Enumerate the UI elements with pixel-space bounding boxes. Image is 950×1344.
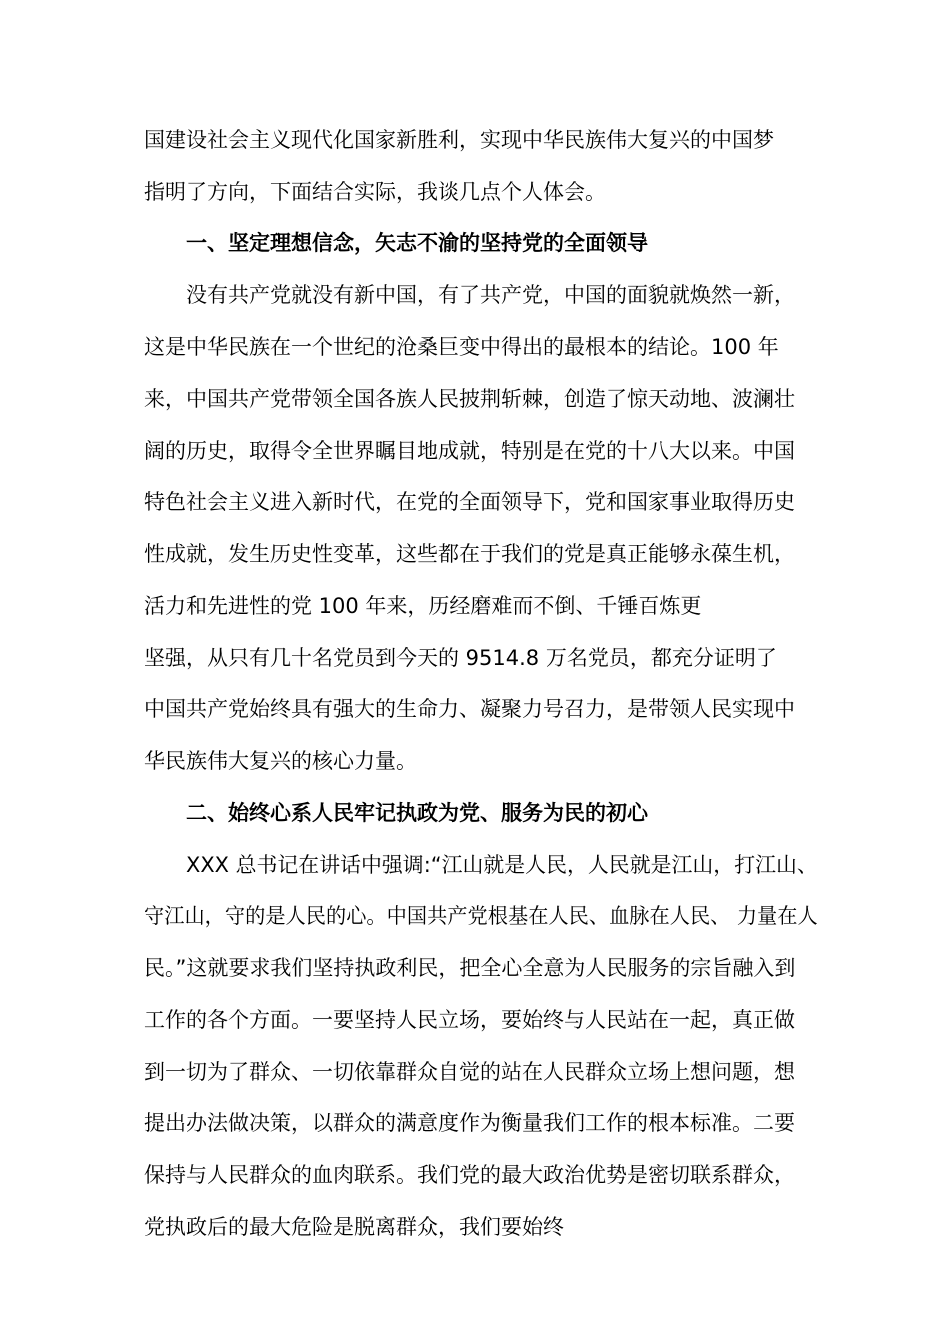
section-heading-2: 二、始终心系人民牢记执政为党、服务为民的初心 [186,801,648,825]
text-line: 守江山，守的是人民的心。中国共产党根基在人民、血脉在人民、 力量在人 [144,904,818,928]
text-line: 党执政后的最大危险是脱离群众，我们要始终 [144,1215,564,1239]
text-line: 这是中华民族在一个世纪的沧桑巨变中得出的最根本的结论。100 年 [144,335,779,359]
text-line: 特色社会主义进入新时代，在党的全面领导下，党和国家事业取得历史 [144,490,795,514]
text-line: 没有共产党就没有新中国，有了共产党，中国的面貌就焕然一新， [186,283,795,307]
text-line: 指明了方向，下面结合实际，我谈几点个人体会。 [144,180,606,204]
text-line: 活力和先进性的党 100 年来，历经磨难而不倒、千锤百炼更 [144,594,702,618]
text-line: 中国共产党始终具有强大的生命力、凝聚力号召力，是带领人民实现中 [144,697,795,721]
text-line: 工作的各个方面。一要坚持人民立场，要始终与人民站在一起，真正做 [144,1008,795,1032]
text-line: XXX 总书记在讲话中强调:“江山就是人民，人民就是江山，打江山、 [186,853,818,877]
section-heading-1: 一、坚定理想信念，矢志不渝的坚持党的全面领导 [186,231,648,255]
text-line: 保持与人民群众的血肉联系。我们党的最大政治优势是密切联系群众， [144,1163,795,1187]
text-line: 民。”这就要求我们坚持执政利民，把全心全意为人民服务的宗旨融入到 [144,956,796,980]
text-line: 来，中国共产党带领全国各族人民披荆斩棘，创造了惊天动地、波澜壮 [144,387,795,411]
text-line: 坚强，从只有几十名党员到今天的 9514.8 万名党员，都充分证明了 [144,646,777,670]
text-line: 性成就，发生历史性变革，这些都在于我们的党是真正能够永葆生机， [144,542,795,566]
text-line: 提出办法做决策，以群众的满意度作为衡量我们工作的根本标准。二要 [144,1111,795,1135]
text-line: 华民族伟大复兴的核心力量。 [144,749,417,773]
text-line: 阔的历史，取得令全世界瞩目地成就，特别是在党的十八大以来。中国 [144,439,795,463]
text-line: 国建设社会主义现代化国家新胜利，实现中华民族伟大复兴的中国梦 [144,128,774,152]
text-line: 到一切为了群众、一切依靠群众自觉的站在人民群众立场上想问题，想 [144,1060,795,1084]
